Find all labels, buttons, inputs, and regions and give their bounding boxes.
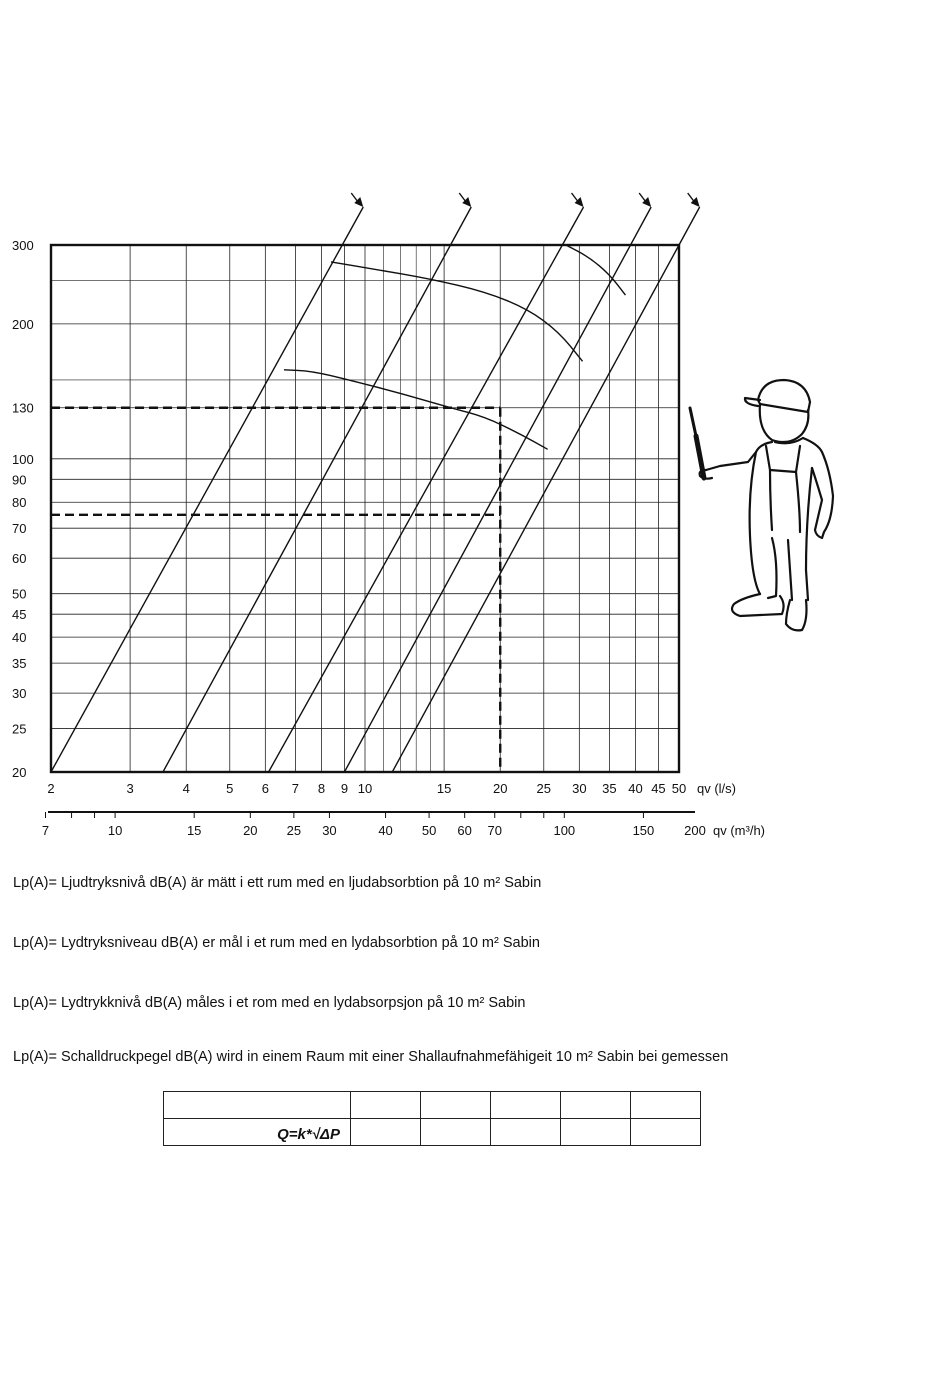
x2-tick-label: 30 xyxy=(322,823,337,838)
x-tick-label: 3 xyxy=(126,781,134,796)
x-tick-label: 10 xyxy=(357,781,373,796)
x-tick-label: 20 xyxy=(492,781,508,796)
x2-tick-label: 60 xyxy=(457,823,472,838)
x-tick-label: 5 xyxy=(226,781,234,796)
formula-label: Q=k*√ΔP xyxy=(164,1119,351,1146)
x2-tick-label: 25 xyxy=(286,823,302,838)
x2-tick-label: 70 xyxy=(487,823,502,838)
y-tick-label: 50 xyxy=(12,586,27,602)
k-table-cell xyxy=(421,1092,491,1119)
system-line-extension xyxy=(562,207,583,245)
y-tick-label: 130 xyxy=(12,400,34,416)
k-table-cell xyxy=(421,1119,491,1146)
k-table-cell xyxy=(491,1092,561,1119)
x-tick-label: 8 xyxy=(317,781,326,796)
x-tick-label: 4 xyxy=(182,781,190,796)
k-table-cell xyxy=(631,1092,701,1119)
x-tick-label: 15 xyxy=(436,781,452,796)
technician-with-screwdriver-icon xyxy=(690,380,833,630)
x2-tick-label: 100 xyxy=(553,823,576,838)
y-tick-label: 60 xyxy=(12,551,27,567)
x-tick-label: 45 xyxy=(651,781,666,796)
x2-tick-label: 7 xyxy=(41,823,50,838)
k-table-cell xyxy=(631,1119,701,1146)
x2-unit-label: qv (m³/h) xyxy=(713,823,765,838)
x2-tick-label: 200 xyxy=(684,823,706,838)
chart-grid xyxy=(51,245,679,772)
y-tick-label: 300 xyxy=(12,238,34,253)
x-tick-label: 25 xyxy=(536,781,552,796)
arrows xyxy=(342,193,699,245)
x-tick-label: 30 xyxy=(572,781,587,796)
x-tick-label: 35 xyxy=(602,781,617,796)
y-tick-label: 45 xyxy=(12,607,27,623)
k-table-cell xyxy=(561,1119,631,1146)
axis-labels xyxy=(12,238,765,838)
y-tick-label: 40 xyxy=(12,630,27,646)
k-table-cell xyxy=(351,1119,421,1146)
note-danish: Lp(A)= Lydtryksniveau dB(A) er mål i et rum med en lydabsorbtion på 10 m² Sabin xyxy=(13,935,540,951)
x-tick-label: 2 xyxy=(47,781,55,796)
y-tick-label: 20 xyxy=(12,765,27,780)
x-unit-label: qv (l/s) xyxy=(697,781,736,796)
x2-tick-label: 50 xyxy=(421,823,437,838)
system-line-extension xyxy=(631,207,652,245)
note-norwegian: Lp(A)= Lydtrykknivå dB(A) måles i et rom med en lydabsorpsjon på 10 m² Sabin xyxy=(13,995,526,1011)
x2-tick-label: 15 xyxy=(186,823,202,838)
y-tick-label: 35 xyxy=(12,656,27,672)
example-reading-lines xyxy=(51,408,500,772)
y-tick-label: 90 xyxy=(12,472,27,488)
y-tick-label: 200 xyxy=(12,316,34,332)
k-table-header-cell xyxy=(164,1092,351,1119)
x-tick-label: 6 xyxy=(261,781,269,796)
system-line-extension xyxy=(679,207,700,245)
k-table-cell xyxy=(351,1092,421,1119)
fan-curve xyxy=(284,370,548,450)
x2-tick-label: 20 xyxy=(243,823,258,838)
k-table-cell xyxy=(561,1092,631,1119)
k-factor-table xyxy=(163,1091,701,1146)
y-tick-label: 70 xyxy=(12,521,27,537)
y-tick-label: 100 xyxy=(12,451,34,467)
k-table-cell xyxy=(491,1119,561,1146)
system-line-extension xyxy=(342,207,363,245)
y-tick-label: 80 xyxy=(12,495,27,511)
x-tick-label: 7 xyxy=(291,781,300,796)
y-tick-label: 25 xyxy=(12,721,27,737)
x-tick-label: 50 xyxy=(671,781,687,796)
y-tick-label: 30 xyxy=(12,686,27,702)
x-tick-label: 40 xyxy=(628,781,643,796)
x2-tick-label: 40 xyxy=(378,823,393,838)
x-tick-label: 9 xyxy=(340,781,349,796)
note-swedish: Lp(A)= Ljudtryksnivå dB(A) är mätt i ett rum med en ljudabsorbtion på 10 m² Sabin xyxy=(13,875,542,891)
x2-tick-label: 150 xyxy=(632,823,655,838)
x2-tick-label: 10 xyxy=(107,823,123,838)
note-german: Lp(A)= Schalldruckpegel dB(A) wird in einem Raum mit einer Shallaufnahmefähigeit 10 m² Sabin bei gemessen xyxy=(13,1049,729,1065)
system-line-extension xyxy=(451,207,472,245)
